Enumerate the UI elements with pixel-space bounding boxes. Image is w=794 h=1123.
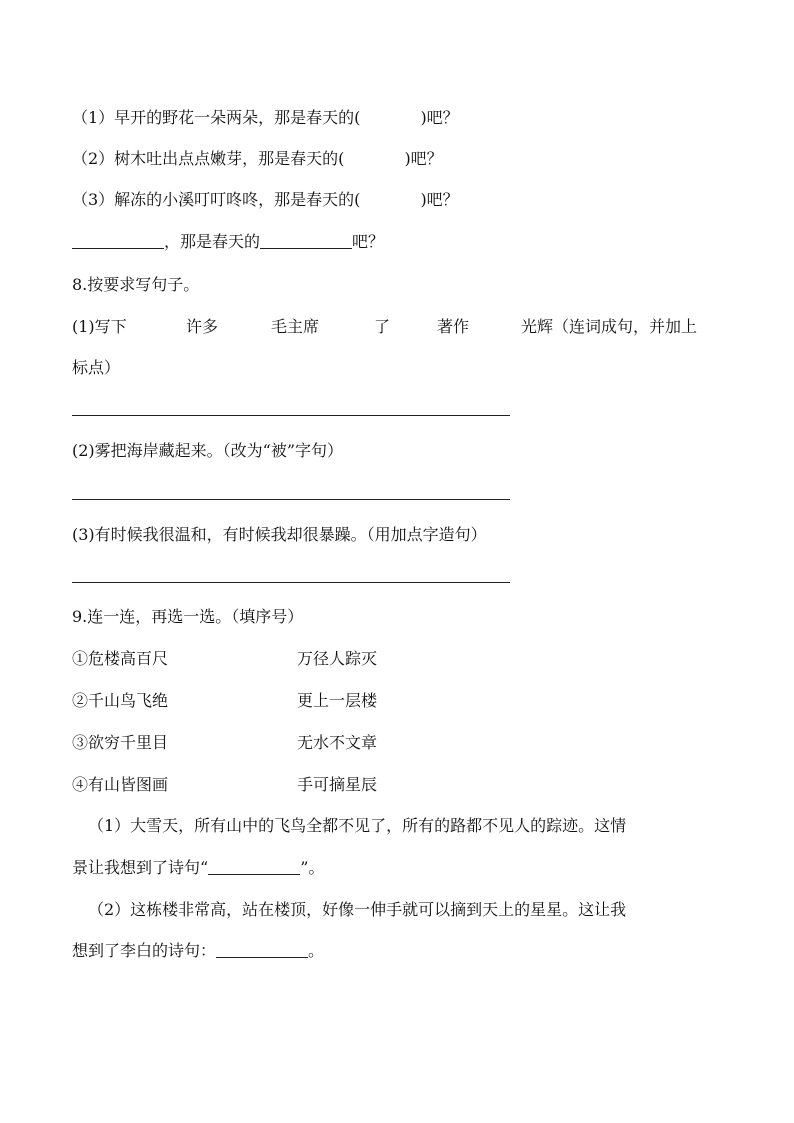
fill-item-2-suffix: )吧？ — [404, 149, 443, 168]
q8-1-word-4: 了 — [374, 317, 391, 336]
right-poem-2[interactable]: 更上一层楼 — [297, 691, 378, 710]
answer-line-8-2[interactable] — [72, 499, 510, 500]
fill-item-4-suffix: 吧？ — [352, 232, 385, 251]
q9-1-line-2-end: ”。 — [300, 858, 325, 877]
answer-blank-4b[interactable] — [260, 232, 352, 249]
left-poem-1[interactable]: ①危楼高百尺 — [72, 649, 169, 668]
q8-1-continuation: 标点） — [72, 358, 121, 377]
q8-1-word-1: (1)写下 — [72, 317, 127, 336]
fill-item-1-prefix: （1）早开的野花一朵两朵，那是春天的( — [72, 108, 361, 127]
q8-1-word-2: 许多 — [186, 317, 219, 336]
fill-item-4 — [72, 231, 384, 253]
q9-2-line-2 — [72, 940, 324, 962]
fill-item-1 — [72, 107, 459, 129]
fill-item-3-suffix: )吧？ — [420, 190, 459, 209]
q9-1-line-1: （1）大雪天，所有山中的飞鸟全都不见了，所有的路都不见人的踪迹。这情 — [88, 816, 627, 835]
q8-2: (2)雾把海岸藏起来。（改为“被”字句） — [72, 441, 344, 460]
q9-2-line-1: （2）这栋楼非常高，站在楼顶，好像一伸手就可以摘到天上的星星。这让我 — [88, 900, 627, 919]
right-poem-4[interactable]: 手可摘星辰 — [297, 775, 378, 794]
answer-line-8-1[interactable] — [72, 415, 510, 416]
fill-item-3 — [72, 189, 459, 211]
section-9-title: 9.连一连，再选一选。（填序号） — [72, 607, 304, 626]
fill-item-4-middle: ，那是春天的 — [164, 232, 261, 251]
q9-1-line-2 — [72, 857, 324, 879]
right-poem-3[interactable]: 无水不文章 — [297, 733, 378, 752]
fill-item-3-prefix: （3）解冻的小溪叮叮咚咚，那是春天的( — [72, 190, 361, 209]
q9-2-line-2-start: 想到了李白的诗句： — [72, 941, 217, 960]
answer-line-8-3[interactable] — [72, 582, 510, 583]
q8-1-word-6: 光辉（连词成句，并加上 — [521, 317, 698, 336]
q8-1-word-3: 毛主席 — [271, 317, 320, 336]
fill-item-1-suffix: )吧？ — [420, 108, 459, 127]
q9-2-line-2-end: 。 — [308, 941, 325, 960]
right-poem-1[interactable]: 万径人踪灭 — [297, 649, 378, 668]
answer-blank-4a[interactable] — [72, 232, 164, 249]
answer-blank-9-1[interactable] — [208, 858, 300, 875]
fill-item-2-prefix: （2）树木吐出点点嫩芽，那是春天的( — [72, 149, 345, 168]
q8-1-word-5: 著作 — [437, 317, 470, 336]
answer-blank-9-2[interactable] — [216, 941, 308, 958]
fill-item-2 — [72, 148, 443, 170]
left-poem-4[interactable]: ④有山皆图画 — [72, 775, 169, 794]
left-poem-2[interactable]: ②千山鸟飞绝 — [72, 691, 169, 710]
left-poem-3[interactable]: ③欲穷千里目 — [72, 733, 169, 752]
q9-1-line-2-start: 景让我想到了诗句“ — [72, 858, 209, 877]
q8-3: (3)有时候我很温和，有时候我却很暴躁。（用加点字造句） — [72, 525, 487, 544]
section-8-title: 8.按要求写句子。 — [72, 275, 200, 294]
